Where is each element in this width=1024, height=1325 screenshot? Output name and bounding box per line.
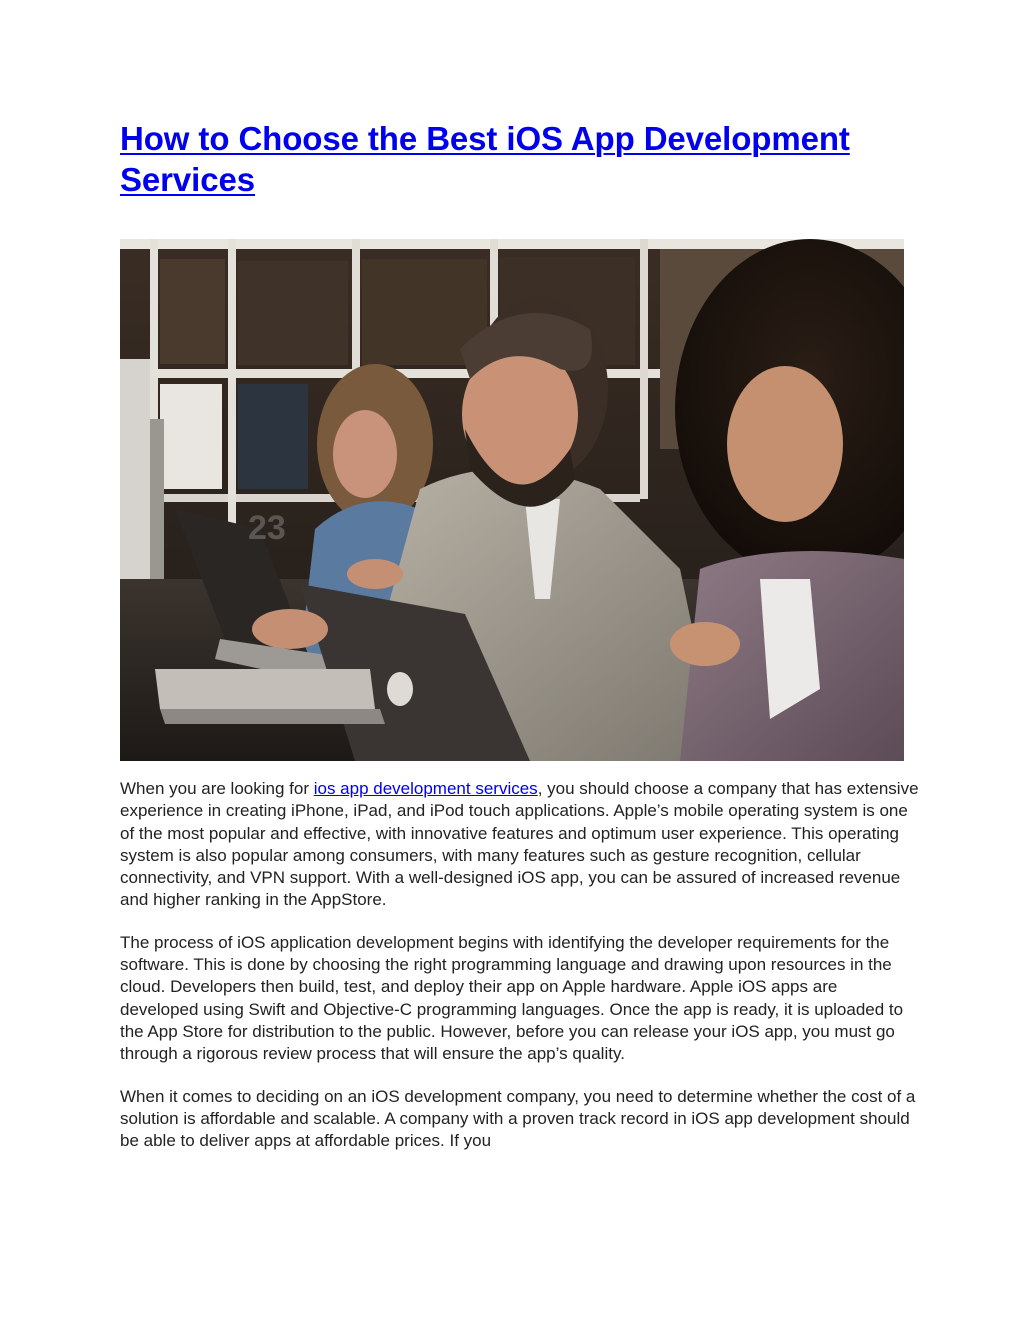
article-title-link[interactable]: How to Choose the Best iOS App Development Services (120, 120, 850, 198)
ios-services-link[interactable]: ios app development services (313, 779, 538, 798)
article-title (120, 118, 910, 200)
hero-image (120, 239, 904, 761)
paragraph-2: The process of iOS application development begins with identifying the developer requirements for the software. This is done by choosing the right programming language and drawing upon resources in the cloud. Developers then build, test, and deploy their app on Apple hardware. Apple iOS apps are developed using Swift and Objective-C programming languages. Once the app is ready, it is uploaded to the App Store for distribution to the public. However, before you can release your iOS app, you must go through a rigorous review process that will ensure the app’s quality. (120, 932, 904, 1064)
article-body (120, 778, 920, 1172)
paragraph-1-intro: When you are looking for (120, 779, 314, 798)
hero-photo-illustration (120, 239, 904, 761)
document-page (120, 118, 919, 1151)
paragraph-1-rest: , you should choose a company that has extensive experience in creating iPhone, iPad, and iPod touch applications. Apple’s mobile operating system is one of the most popular and effective, with innovative features and optimum user experience. This operating system is also popular among consumers, with many features such as gesture recognition, cellular connectivity, and VPN support. With a well-designed iOS app, you can be assured of increased revenue and higher ranking in the AppStore. (120, 779, 919, 910)
paragraph-1 (120, 778, 920, 912)
paragraph-3: When it comes to deciding on an iOS development company, you need to determine whether the cost of a solution is affordable and scalable. A company with a proven track record in iOS app development should be able to deliver apps at affordable prices. If you (120, 1086, 916, 1151)
laptop-number-label: 23 (248, 509, 286, 547)
